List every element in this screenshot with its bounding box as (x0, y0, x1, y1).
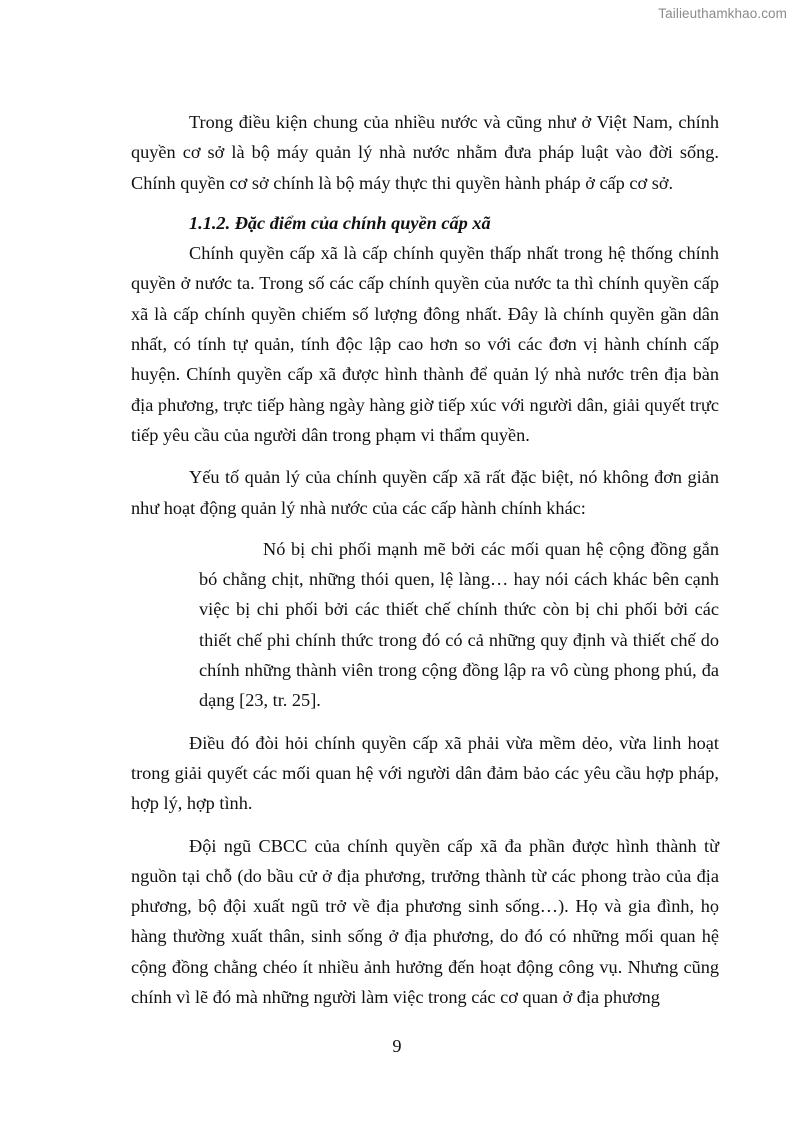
paragraph-flexibility: Điều đó đòi hỏi chính quyền cấp xã phải vừa mềm dẻo, vừa linh hoạt trong giải quyết các mối quan hệ với người dân đảm bảo các yêu cầu hợp pháp, hợp lý, hợp tình. (131, 732, 719, 814)
paragraph-commune-government: Chính quyền cấp xã là cấp chính quyền thấp nhất trong hệ thống chính quyền ở nước ta. Trong số các cấp chính quyền của nước ta thì chính quyền cấp xã là cấp chính quyền chiếm số lượng đông nhất. Đây là chính quyền gần dân nhất, có tính tự quản, tính độc lập cao hơn so với các đơn vị hành chính cấp huyện. Chính quyền cấp xã được hình thành để quản lý nhà nước trên địa bàn địa phương, trực tiếp hàng ngày hàng giờ tiếp xúc với người dân, giải quyết trực tiếp yêu cầu của người dân trong phạm vi thẩm quyền. (131, 243, 719, 445)
paragraph-intro: Trong điều kiện chung của nhiều nước và cũng như ở Việt Nam, chính quyền cơ sở là bộ máy quản lý nhà nước nhằm đưa pháp luật vào đời sống. Chính quyền cơ sở chính là bộ máy thực thi quyền hành pháp ở cấp cơ sở. (131, 112, 719, 193)
section-heading: 1.1.2. Đặc điểm của chính quyền cấp xã (189, 212, 491, 233)
page-number: 9 (392, 1036, 402, 1056)
block-quote: Nó bị chi phối mạnh mẽ bởi các mối quan hệ cộng đồng gắn bó chằng chịt, những thói quen, lệ làng… hay nói cách khác bên cạnh việc bị chi phối bởi các thiết chế chính thức còn bị chi phối bởi các thiết chế phi chính thức trong đó có cả những quy định và thiết chế do chính những thành viên trong cộng đồng lập ra vô cùng phong phú, đa dạng [23, tr. 25]. (199, 538, 719, 711)
paragraph-staff: Đội ngũ CBCC của chính quyền cấp xã đa phần được hình thành từ nguồn tại chỗ (do bầu cử ở địa phương, trưởng thành từ các phong trào của địa phương, bộ đội xuất ngũ trở về địa phương sinh sống…). Họ và gia đình, họ hàng thường xuất thân, sinh sống ở địa phương, do đó có những mối quan hệ cộng đồng chằng chéo ít nhiều ảnh hưởng đến hoạt động công vụ. Nhưng cũng chính vì lẽ đó mà những người làm việc trong các cơ quan ở địa phương (131, 835, 719, 1008)
watermark: Tailieuthamkhao.com (658, 6, 787, 21)
paragraph-management-factor: Yếu tố quản lý của chính quyền cấp xã rất đặc biệt, nó không đơn giản như hoạt động quản lý nhà nước của các cấp hành chính khác: (131, 467, 719, 518)
document-body (131, 107, 719, 1012)
